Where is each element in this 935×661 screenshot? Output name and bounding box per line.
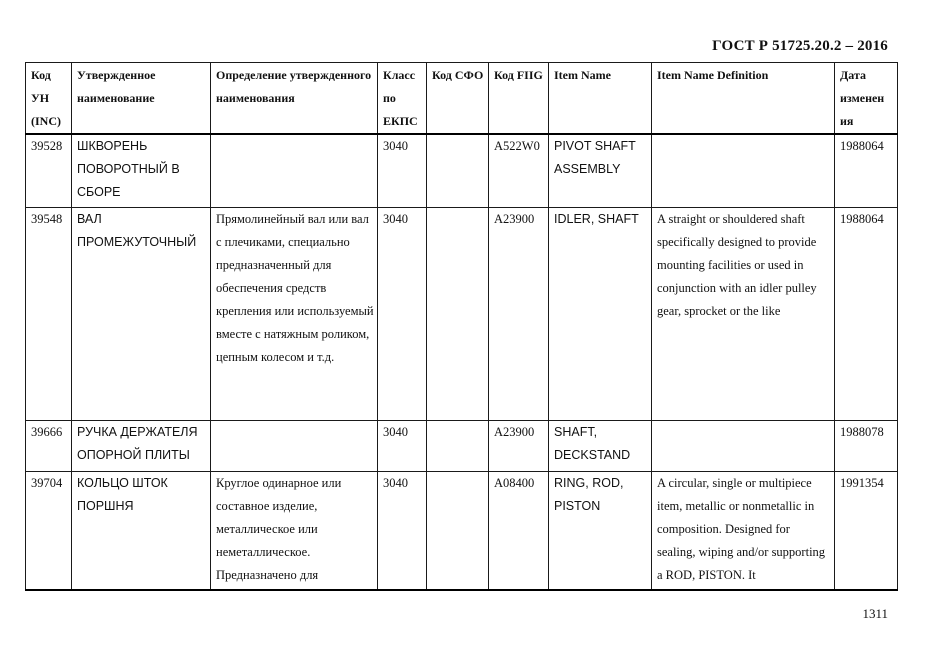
column-header-change-date: Дата изменен ия (835, 63, 898, 135)
document-title: ГОСТ Р 51725.20.2 – 2016 (712, 38, 888, 54)
cell-change-date: 1988064 (835, 134, 898, 207)
cell-item-name-definition (652, 420, 835, 471)
cell-fiig: A522W0 (489, 134, 549, 207)
table-row (26, 207, 898, 420)
cell-fiig: A23900 (489, 420, 549, 471)
column-header-item-name-definition: Item Name Definition (652, 63, 835, 135)
cell-change-date: 1988078 (835, 420, 898, 471)
column-header-definition: Определение утвержденного наименования (211, 63, 378, 135)
cell-change-date: 1991354 (835, 471, 898, 590)
cell-class: 3040 (378, 134, 427, 207)
cell-definition (211, 134, 378, 207)
cell-item-name: RING, ROD, PISTON (549, 471, 652, 590)
table-row (26, 134, 898, 207)
cell-inc: 39548 (26, 207, 72, 420)
cell-sfo (427, 471, 489, 590)
cell-fiig: A23900 (489, 207, 549, 420)
cell-class: 3040 (378, 420, 427, 471)
cell-inc: 39528 (26, 134, 72, 207)
cell-item-name: PIVOT SHAFT ASSEMBLY (549, 134, 652, 207)
cell-inc: 39704 (26, 471, 72, 590)
cell-approved-name: ШКВОРЕНЬ ПОВОРОТНЫЙ В СБОРЕ (72, 134, 211, 207)
cell-item-name-definition: A circular, single or multipiece item, metallic or nonmetallic in composition. Designed for sealing, wiping and/or supporting a ROD, PISTON. It (652, 471, 835, 590)
cell-inc: 39666 (26, 420, 72, 471)
cell-class: 3040 (378, 207, 427, 420)
catalog-table (25, 62, 898, 591)
table-header-row (26, 63, 898, 135)
cell-item-name: SHAFT, DECKSTAND (549, 420, 652, 471)
cell-sfo (427, 134, 489, 207)
column-header-inc: Код УН (INC) (26, 63, 72, 135)
cell-definition: Прямолинейный вал или вал с плечиками, специально предназначенный для обеспечения средств крепления или используемый вместе с натяжным роликом, цепным колесом и т.д. (211, 207, 378, 420)
cell-sfo (427, 207, 489, 420)
column-header-class: Класс по ЕКПС (378, 63, 427, 135)
cell-item-name-definition (652, 134, 835, 207)
table-row (26, 420, 898, 471)
column-header-sfo: Код СФО (427, 63, 489, 135)
column-header-approved-name: Утвержденное наименование (72, 63, 211, 135)
cell-item-name: IDLER, SHAFT (549, 207, 652, 420)
cell-fiig: A08400 (489, 471, 549, 590)
cell-approved-name: РУЧКА ДЕРЖАТЕЛЯ ОПОРНОЙ ПЛИТЫ (72, 420, 211, 471)
page-number: 1311 (862, 606, 888, 621)
cell-definition: Круглое одинарное или составное изделие, металлическое или неметаллическое. Предназначено для (211, 471, 378, 590)
cell-class: 3040 (378, 471, 427, 590)
cell-change-date: 1988064 (835, 207, 898, 420)
cell-sfo (427, 420, 489, 471)
column-header-item-name: Item Name (549, 63, 652, 135)
cell-item-name-definition: A straight or shouldered shaft specifically designed to provide mounting facilities or used in conjunction with an idler pulley gear, sprocket or the like (652, 207, 835, 420)
table-row (26, 471, 898, 590)
cell-definition (211, 420, 378, 471)
cell-approved-name: КОЛЬЦО ШТОК ПОРШНЯ (72, 471, 211, 590)
cell-approved-name: ВАЛ ПРОМЕЖУТОЧНЫЙ (72, 207, 211, 420)
column-header-fiig: Код FIIG (489, 63, 549, 135)
